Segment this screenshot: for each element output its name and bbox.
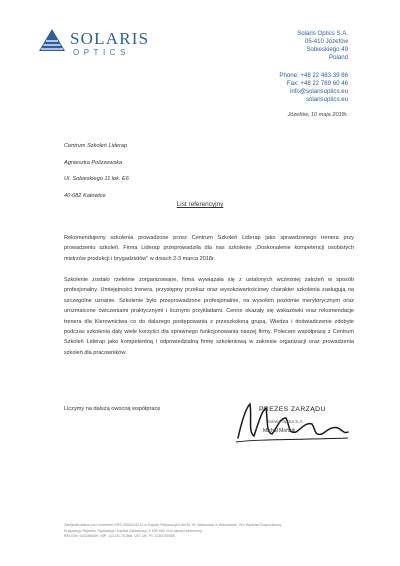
company-contact: [279, 72, 348, 104]
email-line: info@solarisoptics.eu: [289, 87, 348, 95]
closing-line: Liczymy na dalszą owocną współpracę: [64, 406, 161, 412]
letter-date: Józefów, 10 maja 2018r.: [287, 112, 348, 118]
website-line: solarisoptics.eu: [306, 95, 348, 103]
recipient-block: [64, 143, 129, 209]
footer-line: REGON: 015288459, NIP: 113-00-78-588, VAT UE: PL 1130078588: [64, 534, 175, 538]
company-line: Sobieskiego 49: [306, 45, 348, 53]
letter-subject: [0, 201, 400, 208]
company-line: Poland: [329, 53, 348, 61]
triangle-logo-icon: [38, 28, 66, 52]
recipient-line: Agnieszka Polizzewska: [64, 159, 123, 166]
body-paragraph-1: Rekomendujemy szkolenia prowadzone przez Centrum Szkoleń Liderap jako sprawdzonego trenera przy prowadzeniu szkoleń. Firma Liderap przeprowadziła dla nas szkolenie „Doskonalenie kompetencji osobistych mistrzów produkcji i brygadzistów” w dniach 2-3 marca 2018r.: [64, 235, 354, 262]
brand-subtitle: OPTICS: [73, 48, 130, 57]
phone-line: Phone: +48 22 483 39 86: [279, 72, 348, 79]
company-line: 05-410 Józefów: [304, 37, 348, 45]
company-logo: [38, 26, 168, 60]
signature-name: Michał Mońzik: [263, 428, 296, 434]
recipient-line: Centrum Szkoleń Liderap: [64, 143, 128, 149]
footer-line: Krajowego Rejestru Sądowego. Kapitał Zakładowy: 6 500 000 zł w całości wniesiony.: [64, 528, 203, 533]
company-line: Solaris Optics S.A.: [297, 30, 348, 37]
subject-text: List referencyjny: [176, 201, 224, 208]
fax-line: Fax: +48 22 789 60 46: [286, 79, 348, 87]
company-address: [297, 30, 348, 62]
legal-footer: [64, 523, 354, 540]
signature-title: PREZES ZARZĄDU: [259, 406, 326, 413]
brand-name: SOLARIS: [70, 29, 150, 48]
body-paragraph-2: Szkolenie zostało rzetelnie zorganizowane, firma wywiązała się z ustalonych wcześniej założeń w sposób profesjonalny. Umiejętności trenera, przystępny przekaz oraz wysokowartościowy charakter szkolenia zasługują na szczególne uznanie. Szkolenie było przeprowadzone profesjonalnie, na wysokim poziomie merytorycznym oraz urozmaicone ćwiczeniami praktycznymi i licznymi przykładami. Cenne okazały się wskazówki oraz rekomendacje trenera dla Kierownictwa co do dalszego postępowania z przeszkoloną grupą. Wiedza i doświadczenie zdobyte podczas szkolenia dały wiele korzyści dla sprawnego funkcjonowania naszej firmy. Polecam współpracę z Centrum Szkoleń Liderap jako kompetentną i odpowiedzialną firmę szkoleniową w zakresie organizacji oraz prowadzenia szkoleń dla pracowników.: [64, 277, 354, 356]
footer-line: Zarejestrowana pod numerem KRS 0000244214 w Sądzie Rejonowym dla M. St. Warszawy w Warszawie, XIV Wydział Gospodarczy: [64, 523, 282, 527]
signature-role: Solaris Optics S.A.: [267, 419, 304, 424]
recipient-line: 40-082 Katowice: [64, 192, 106, 199]
recipient-line: Ul. Sobieskiego 11 lok. E6: [64, 176, 129, 182]
